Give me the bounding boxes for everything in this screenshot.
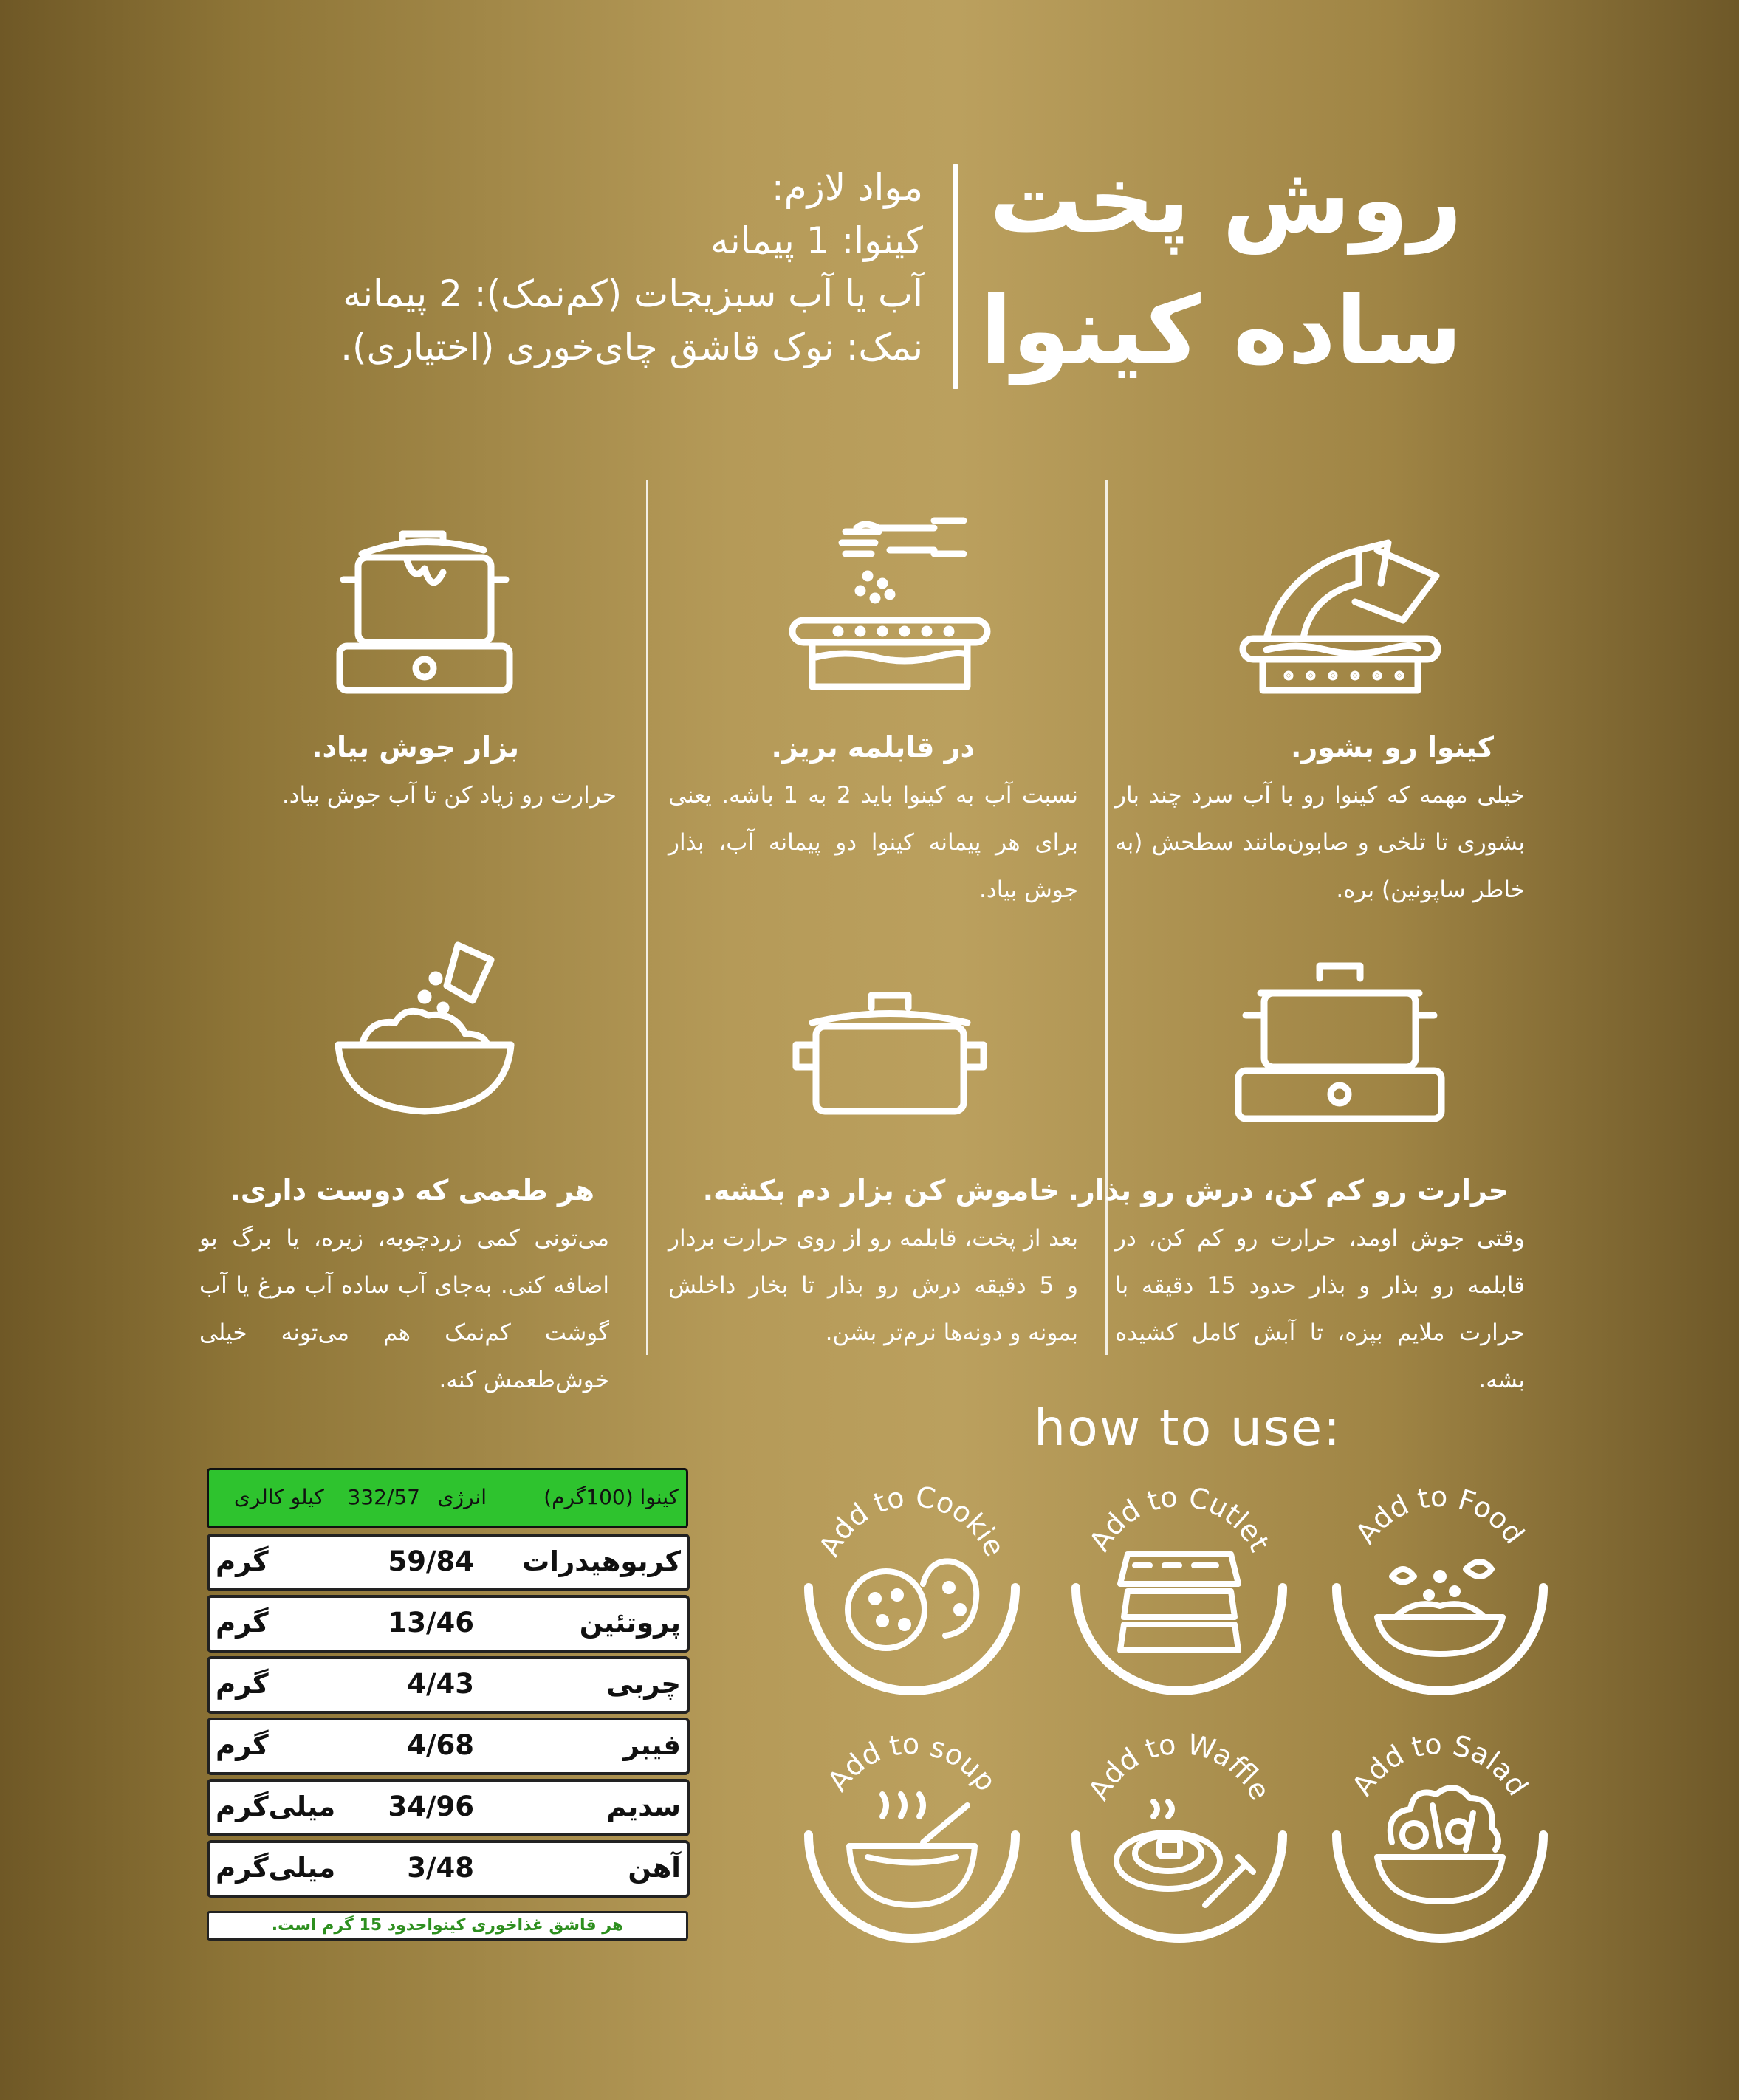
usage-label-food: Add to Food xyxy=(1349,1480,1531,1550)
nutrient-value: 3/48 xyxy=(407,1852,474,1884)
nutrition-row xyxy=(207,1840,690,1898)
step-2-title: در قابلمه بریز. xyxy=(771,731,975,764)
step-6-title: هر طعمی که دوست داری. xyxy=(230,1174,594,1207)
nutrient-unit: گرم xyxy=(216,1607,269,1639)
ingredients-list xyxy=(258,161,923,374)
usage-badge-cutlet xyxy=(1069,1477,1290,1698)
usage-badge-food xyxy=(1329,1477,1551,1698)
soup-bowl-icon xyxy=(842,1787,982,1912)
usage-badge-soup xyxy=(801,1724,1023,1946)
column-separator xyxy=(1105,480,1108,1355)
pour-into-pot-icon xyxy=(786,509,993,701)
step-1-body: خیلی مهمه که کینوا رو با آب سرد چند بار بشوری تا تلخی و صابون‌مانند سطحش (به خاطر ساپونین) بره. xyxy=(1115,782,1525,903)
svg-text:Add to Food xyxy=(1349,1480,1531,1550)
boiling-pot-icon xyxy=(332,528,517,701)
column-separator xyxy=(646,480,648,1355)
nutrition-row xyxy=(207,1718,690,1775)
usage-badge-salad xyxy=(1329,1724,1551,1946)
nutrient-name: چربی xyxy=(606,1668,681,1700)
usage-badge-cookie xyxy=(801,1477,1023,1698)
nutrient-unit: گرم xyxy=(216,1668,269,1700)
nutrition-header-energy-label: انرژی xyxy=(437,1485,487,1509)
usage-label-cutlet: Add to Cutlet xyxy=(1083,1480,1276,1557)
ingredient-item: کینوا: 1 پیمانه xyxy=(710,219,923,262)
nutrition-row xyxy=(207,1779,690,1836)
header-divider xyxy=(953,164,958,389)
step-5-body: بعد از پخت، قابلمه رو از روی حرارت بردار و 5 دقیقه درش رو بذار تا بخار داخلش بمونه و دونه‌ها نرم‌تر بشن. xyxy=(668,1225,1078,1346)
cutlet-icon xyxy=(1113,1547,1246,1658)
usage-label-soup: Add to soup xyxy=(821,1727,1004,1797)
nutrition-row xyxy=(207,1595,690,1653)
nutrition-header-name: کینوا (100گرم) xyxy=(543,1485,679,1509)
nutrient-value: 13/46 xyxy=(388,1607,474,1639)
nutrition-header xyxy=(207,1468,688,1528)
svg-text:Add to Cutlet xyxy=(1083,1480,1276,1557)
svg-text:Add to Cookie xyxy=(813,1480,1012,1562)
food-bowl-icon xyxy=(1370,1547,1510,1658)
nutrient-value: 59/84 xyxy=(388,1545,474,1577)
nutrient-unit: میلی‌گرم xyxy=(216,1791,336,1822)
how-to-use-heading: how to use: xyxy=(1034,1399,1342,1458)
nutrition-footnote-text: هر قاشق غذاخوری کینواحدود 15 گرم است. xyxy=(271,1916,624,1935)
nutrient-unit: گرم xyxy=(216,1729,269,1761)
step-2-body: نسبت آب به کینوا باید 2 به 1 باشه. یعنی برای هر پیمانه کینوا دو پیمانه آب، بذار جوش بیاد. xyxy=(668,782,1078,903)
nutrient-name: کربوهیدرات xyxy=(522,1545,681,1577)
nutrient-name: سدیم xyxy=(606,1791,681,1822)
step-3-title: بزار جوش بیاد. xyxy=(312,731,519,764)
nutrient-name: پروتئین xyxy=(579,1607,681,1639)
nutrient-unit: میلی‌گرم xyxy=(216,1852,336,1884)
salad-bowl-icon xyxy=(1370,1776,1510,1905)
nutrient-name: فیبر xyxy=(623,1729,681,1761)
page-title-line-1: روش پخت xyxy=(989,145,1462,254)
cookie-icon xyxy=(842,1551,982,1654)
ingredient-item: آب یا آب سبزیجات (کم‌نمک): 2 پیمانه xyxy=(343,272,923,315)
covered-pot-stove-icon xyxy=(1235,960,1445,1126)
step-3-body: حرارت رو زیاد کن تا آب جوش بیاد. xyxy=(281,782,617,809)
ingredients-heading: مواد لازم: xyxy=(771,166,923,209)
step-1-title: کینوا رو بشور. xyxy=(1291,731,1494,764)
step-6-body: می‌تونی کمی زردچوبه، زیره، یا برگ بو اضافه کنی. به‌جای آب ساده آب مرغ یا آب گوشت کم‌نمک هم می‌تونه خیلی خوش‌طعمش کنه. xyxy=(199,1225,609,1393)
covered-pot-icon xyxy=(790,989,989,1119)
nutrition-header-energy-value: 332/57 xyxy=(347,1485,420,1509)
page-title-line-2: ساده کینوا xyxy=(980,276,1462,385)
nutrition-header-energy-unit: کیلو کالری xyxy=(233,1485,324,1509)
waffle-icon xyxy=(1109,1794,1257,1912)
nutrition-row xyxy=(207,1534,690,1591)
usage-label-cookie: Add to Cookie xyxy=(812,1480,1012,1562)
nutrient-value: 4/68 xyxy=(407,1729,474,1761)
nutrient-name: آهن xyxy=(628,1852,681,1884)
usage-label-waffle: Add to Waffle xyxy=(1082,1727,1277,1806)
wash-quinoa-icon xyxy=(1237,532,1444,701)
ingredient-item: نمک: نوک قاشق چای‌خوری (اختیاری). xyxy=(340,326,923,368)
step-4-body: وقتی جوش اومد، حرارت رو کم کن، در قابلمه رو بذار و بذار حدود 15 دقیقه با حرارت ملایم بپزه، تا آبش کامل کشیده بشه. xyxy=(1115,1225,1525,1393)
nutrition-row xyxy=(207,1656,690,1714)
usage-label-salad: Add to Salad xyxy=(1345,1727,1534,1802)
nutrition-footnote xyxy=(207,1911,688,1941)
seasoning-bowl-icon xyxy=(332,941,517,1119)
nutrient-value: 34/96 xyxy=(388,1791,474,1822)
nutrient-unit: گرم xyxy=(216,1545,269,1577)
step-4-title: حرارت رو کم کن، درش رو بذار. xyxy=(1068,1174,1509,1207)
step-5-title: خاموش کن بزار دم بکشه. xyxy=(702,1174,1060,1207)
usage-badge-waffle xyxy=(1069,1724,1290,1946)
nutrient-value: 4/43 xyxy=(407,1668,474,1700)
